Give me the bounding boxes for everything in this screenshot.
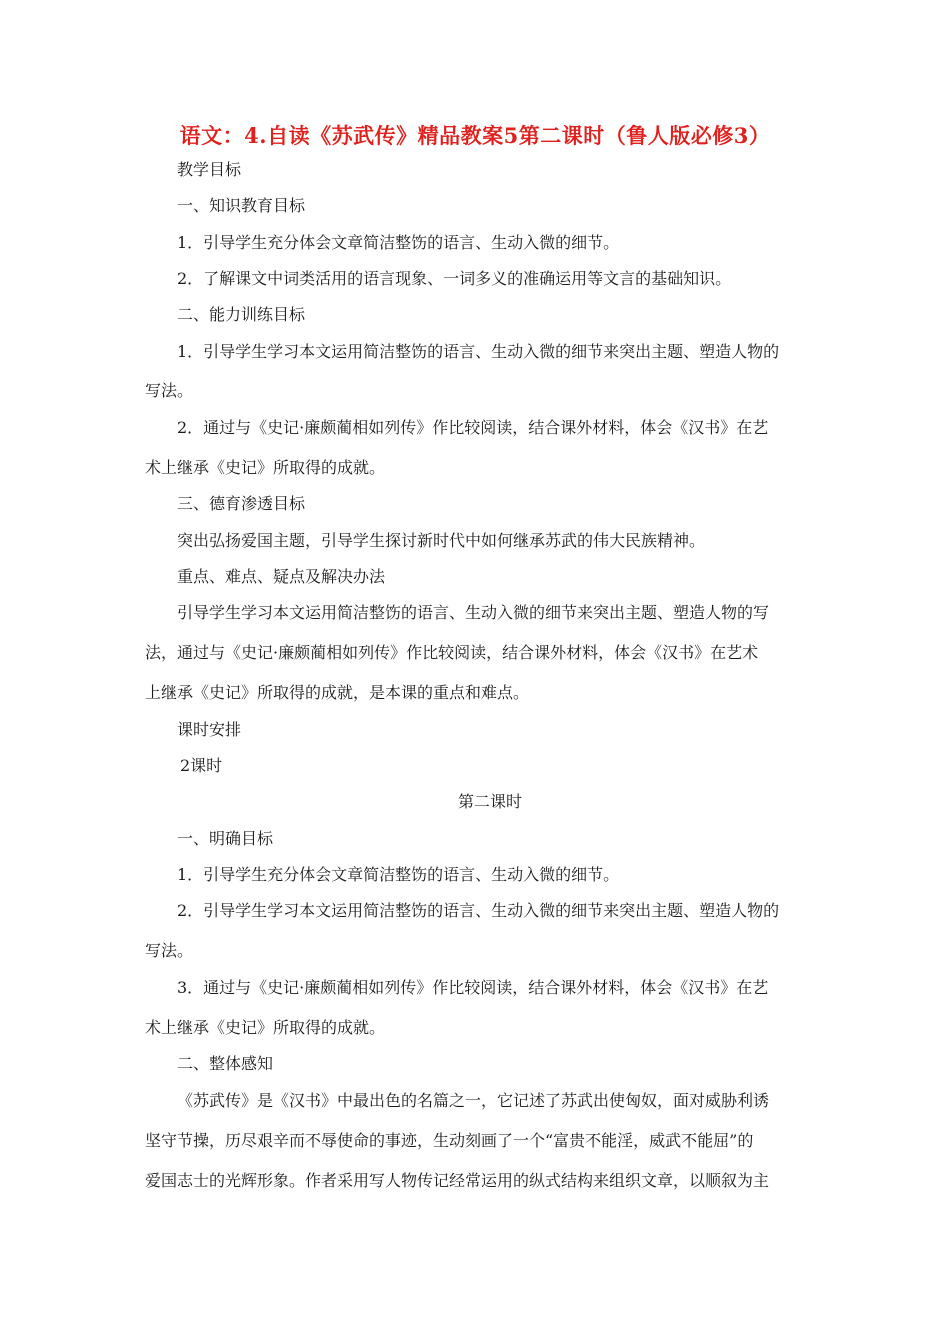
paragraph-line: 突出弘扬爱国主题，引导学生探讨新时代中如何继承苏武的伟大民族精神。 — [177, 531, 706, 550]
section-heading-second-lesson: 第二课时 — [457, 792, 522, 811]
paragraph-line: 《苏武传》是《汉书》中最出色的名篇之一，它记述了苏武出使匈奴，面对威胁利诱 — [177, 1091, 770, 1110]
paragraph-line: 1．引导学生学习本文运用简洁整饬的语言、生动入微的细节来突出主题、塑造人物的 — [177, 342, 780, 361]
paragraph-line: 写法。 — [145, 941, 194, 960]
heading-key-points: 重点、难点、疑点及解决办法 — [177, 567, 386, 586]
paragraph-line: 上继承《史记》所取得的成就，是本课的重点和难点。 — [145, 683, 530, 702]
paragraph-line: 术上继承《史记》所取得的成就。 — [145, 458, 386, 477]
paragraph-line: 2．引导学生学习本文运用简洁整饬的语言、生动入微的细节来突出主题、塑造人物的 — [177, 901, 780, 920]
heading-schedule: 课时安排 — [177, 720, 242, 739]
heading-moral-goals: 三、德育渗透目标 — [177, 494, 306, 513]
paragraph-line: 2课时 — [180, 756, 223, 775]
paragraph-line: 爱国志士的光辉形象。作者采用写人物传记经常运用的纵式结构来组织文章，以顺叙为主 — [145, 1171, 770, 1190]
paragraph-line: 3．通过与《史记·廉颇蔺相如列传》作比较阅读，结合课外材料，体会《汉书》在艺 — [177, 978, 769, 997]
paragraph-line: 法，通过与《史记·廉颇蔺相如列传》作比较阅读，结合课外材料，体会《汉书》在艺术 — [145, 643, 759, 662]
heading-ability-goals: 二、能力训练目标 — [177, 305, 306, 324]
paragraph-line: 2．通过与《史记·廉颇蔺相如列传》作比较阅读，结合课外材料，体会《汉书》在艺 — [177, 418, 769, 437]
paragraph-line: 1．引导学生充分体会文章简洁整饬的语言、生动入微的细节。 — [177, 865, 620, 884]
heading-knowledge-goals: 一、知识教育目标 — [177, 196, 306, 215]
heading-teaching-goals: 教学目标 — [177, 160, 242, 179]
paragraph-line: 术上继承《史记》所取得的成就。 — [145, 1018, 386, 1037]
heading-overall-perception: 二、整体感知 — [177, 1054, 274, 1073]
paragraph-line: 1．引导学生充分体会文章简洁整饬的语言、生动入微的细节。 — [177, 233, 620, 252]
paragraph-line: 引导学生学习本文运用简洁整饬的语言、生动入微的细节来突出主题、塑造人物的写 — [177, 603, 770, 622]
paragraph-line: 写法。 — [145, 381, 194, 400]
paragraph-line: 2．了解课文中词类活用的语言现象、一词多义的准确运用等文言的基础知识。 — [177, 269, 732, 288]
heading-clear-goals: 一、明确目标 — [177, 829, 274, 848]
paragraph-line: 坚守节操，历尽艰辛而不辱使命的事迹，生动刻画了一个“富贵不能淫，威武不能屈”的 — [145, 1131, 754, 1150]
document-title: 语文：4.自读《苏武传》精品教案5第二课时（鲁人版必修3） — [179, 123, 771, 148]
